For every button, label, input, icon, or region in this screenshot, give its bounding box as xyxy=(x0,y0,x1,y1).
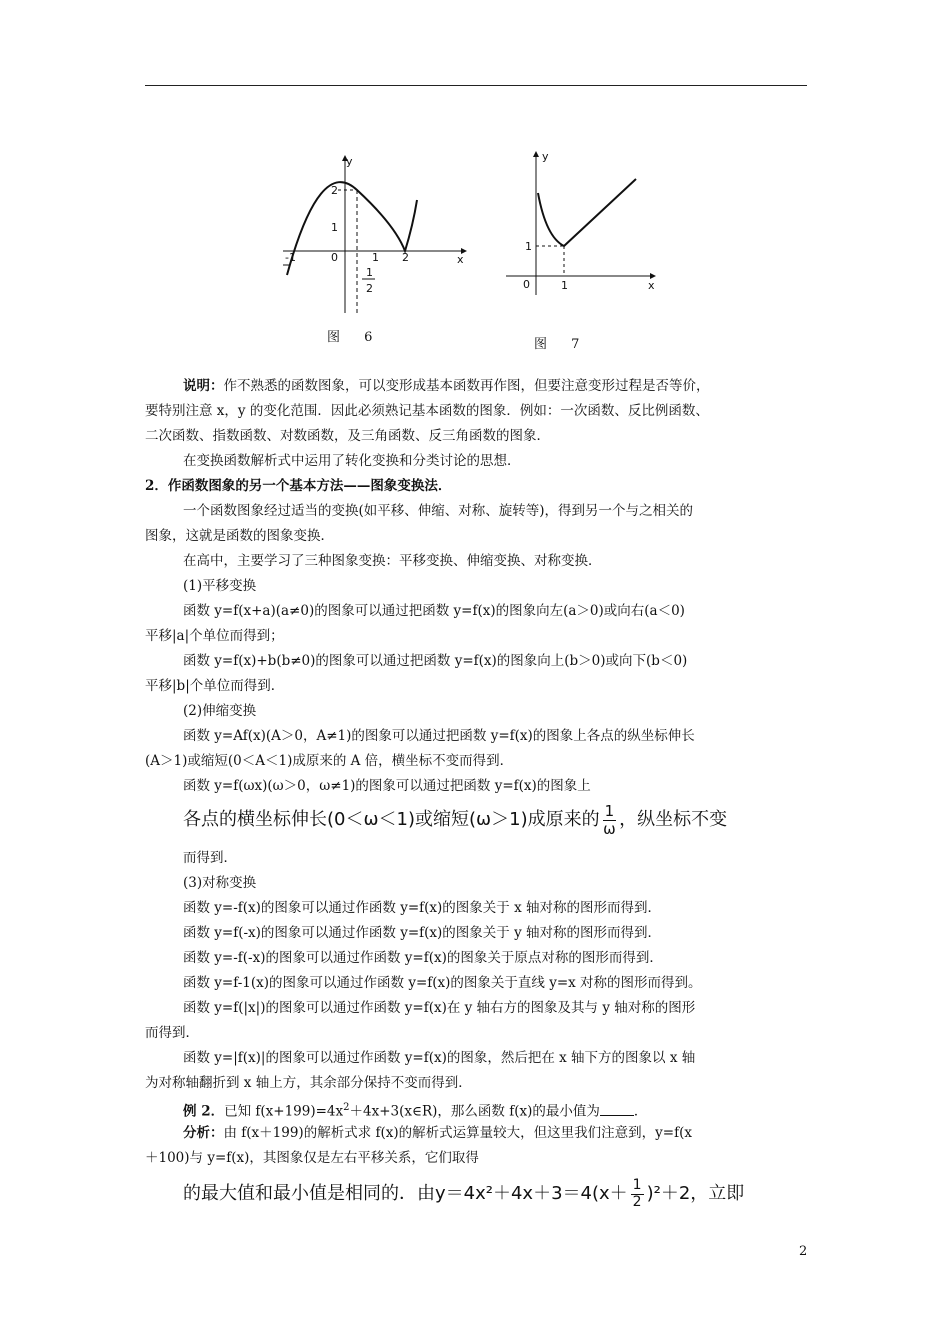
s2-b-line-2 xyxy=(183,800,727,840)
analysis-line-3 xyxy=(183,1172,744,1216)
figure-7-graph xyxy=(498,145,668,295)
s3-line-2: 函数 y=f(-x)的图象可以通过作函数 y=f(x)的图象关于 y 轴对称的图形而得到． xyxy=(183,925,662,941)
note-line-3: 二次函数、指数函数、对数函数，及三角函数、反三角函数的图象． xyxy=(145,428,550,444)
s2-b-line-1: 函数 y=f(ωx)(ω＞0，ω≠1)的图象可以通过把函数 y=f(x)的图象上 xyxy=(183,778,591,794)
example-superscript: 2 xyxy=(343,1102,350,1113)
s3-title: (3)对称变换 xyxy=(183,875,257,891)
label-y: y xyxy=(542,150,549,163)
note-label: 说明： xyxy=(183,378,224,394)
section-heading-2 xyxy=(145,477,451,495)
label-half-num: 1 xyxy=(366,266,373,279)
s3-line-4: 函数 y=f-1(x)的图象可以通过作函数 y=f(x)的图象关于直线 y=x 对称的图形而得到。 xyxy=(183,975,702,991)
s2-b-line-3: 而得到． xyxy=(183,850,237,866)
fraction-one-half xyxy=(631,1178,644,1210)
note-line-1 xyxy=(183,377,710,395)
analysis-line-2: ＋100)与 y=f(x)，其图象仅是左右平移关系，它们取得 xyxy=(145,1150,479,1166)
label-x: x xyxy=(457,253,464,266)
s1-a-line-1: 函数 y=f(x+a)(a≠0)的图象可以通过把函数 y=f(x)的图象向左(a＞0)或向右(a＜0) xyxy=(183,603,685,619)
fraction-denominator: 2 xyxy=(632,1193,642,1210)
s2-title: (2)伸缩变换 xyxy=(183,703,257,719)
analysis-line-1 xyxy=(183,1124,692,1142)
label-y-one: 1 xyxy=(331,221,338,234)
analysis-equation: y＝4x²＋4x＋3＝4(x＋ xyxy=(435,1183,628,1204)
example-text-b: ＋4x+3(x∈R)，那么函数 f(x)的最小值为 xyxy=(349,1103,600,1120)
label-y: y xyxy=(346,155,353,168)
fraction-denominator: ω xyxy=(603,819,616,838)
label-x-neg-one: -1 xyxy=(285,251,296,264)
label-x-one: 1 xyxy=(561,279,568,292)
analysis-line-3-pre: 的最大值和最小值是相同的．由 xyxy=(183,1183,435,1204)
s3-line-5: 函数 y=f(|x|)的图象可以通过作函数 y=f(x)在 y 轴右方的图象及其与 y 轴对称的图形 xyxy=(183,1000,696,1016)
curve xyxy=(287,182,417,275)
s2-b-line-2-post: ，纵坐标不变 xyxy=(619,809,728,830)
example-text-a: 已知 f(x+199)=4x xyxy=(224,1103,344,1120)
example-label: 例 2． xyxy=(183,1103,225,1120)
label-x-one: 1 xyxy=(372,251,379,264)
s3-line-1: 函数 y=-f(x)的图象可以通过作函数 y=f(x)的图象关于 x 轴对称的图形而得到． xyxy=(183,900,662,916)
s3-line-7: 函数 y=|f(x)|的图象可以通过作函数 y=f(x)的图象，然后把在 x 轴下方的图象以 x 轴 xyxy=(183,1050,696,1066)
y-axis-arrow xyxy=(533,151,539,157)
s1-a-line-2: 平移|a|个单位而得到； xyxy=(145,628,284,644)
fraction-one-over-omega xyxy=(603,803,617,837)
note-line-4: 在变换函数解析式中运用了转化变换和分类讨论的思想． xyxy=(183,453,521,469)
analysis-label: 分析： xyxy=(183,1125,224,1141)
figure-7 xyxy=(498,145,668,295)
s3-line-6: 而得到． xyxy=(145,1025,199,1041)
figure-6-caption: 图 6 xyxy=(327,330,383,345)
label-y-one: 1 xyxy=(525,240,532,253)
note-text-1: 作不熟悉的函数图象，可以变形成基本函数再作图，但要注意变形过程是否等价， xyxy=(223,378,710,394)
page-number: 2 xyxy=(799,1244,808,1259)
figure-7-caption: 图 7 xyxy=(534,337,590,352)
header-rule xyxy=(145,85,807,86)
label-y-two: 2 xyxy=(331,184,338,197)
fraction-numerator: 1 xyxy=(604,802,615,820)
fraction-numerator: 1 xyxy=(632,1177,642,1194)
label-x-two: 2 xyxy=(402,251,409,264)
p2-line: 在高中，主要学习了三种图象变换：平移变换、伸缩变换、对称变换． xyxy=(183,553,602,569)
s2-b-line-2-pre: 各点的横坐标伸长(0＜ω＜1)或缩短(ω＞1)成原来的 xyxy=(183,809,600,830)
example-end: ． xyxy=(633,1103,648,1120)
s2-a-line-1: 函数 y=Af(x)(A＞0，A≠1)的图象可以通过把函数 y=f(x)的图象上各点的纵坐标伸长 xyxy=(183,728,695,744)
note-line-2: 要特别注意 x，y 的变化范围．因此必须熟记基本函数的图象．例如：一次函数、反比例函数、 xyxy=(145,403,709,419)
label-origin: 0 xyxy=(523,278,530,291)
label-x: x xyxy=(648,279,655,292)
analysis-line-3-post: )²＋2，立即 xyxy=(646,1183,745,1204)
answer-blank xyxy=(600,1103,634,1116)
p1-line-2: 图象，这就是函数的图象变换． xyxy=(145,528,334,544)
example-2 xyxy=(183,1099,647,1121)
analysis-text-1: 由 f(x＋199)的解析式求 f(x)的解析式运算量较大，但这里我们注意到，y=f(x xyxy=(223,1125,692,1141)
s1-title: (1)平移变换 xyxy=(183,578,257,594)
figure-6 xyxy=(275,145,475,330)
s3-line-8: 为对称轴翻折到 x 轴上方，其余部分保持不变而得到． xyxy=(145,1075,472,1091)
curve xyxy=(538,179,636,246)
s2-a-line-2: (A＞1)或缩短(0＜A＜1)成原来的 A 倍，横坐标不变而得到． xyxy=(145,753,514,769)
s1-b-line-2: 平移|b|个单位而得到． xyxy=(145,678,285,694)
s3-line-3: 函数 y=-f(-x)的图象可以通过作函数 y=f(x)的图象关于原点对称的图形而得到． xyxy=(183,950,663,966)
p1-line-1: 一个函数图象经过适当的变换(如平移、伸缩、对称、旋转等)，得到另一个与之相关的 xyxy=(183,503,694,519)
label-origin: 0 xyxy=(331,251,338,264)
label-half-den: 2 xyxy=(366,282,373,295)
s1-b-line-1: 函数 y=f(x)+b(b≠0)的图象可以通过把函数 y=f(x)的图象向上(b＞0)或向下(b＜0) xyxy=(183,653,688,669)
section-heading-text: 2．作函数图象的另一个基本方法——图象变换法． xyxy=(145,478,452,494)
figure-6-graph xyxy=(275,145,475,330)
